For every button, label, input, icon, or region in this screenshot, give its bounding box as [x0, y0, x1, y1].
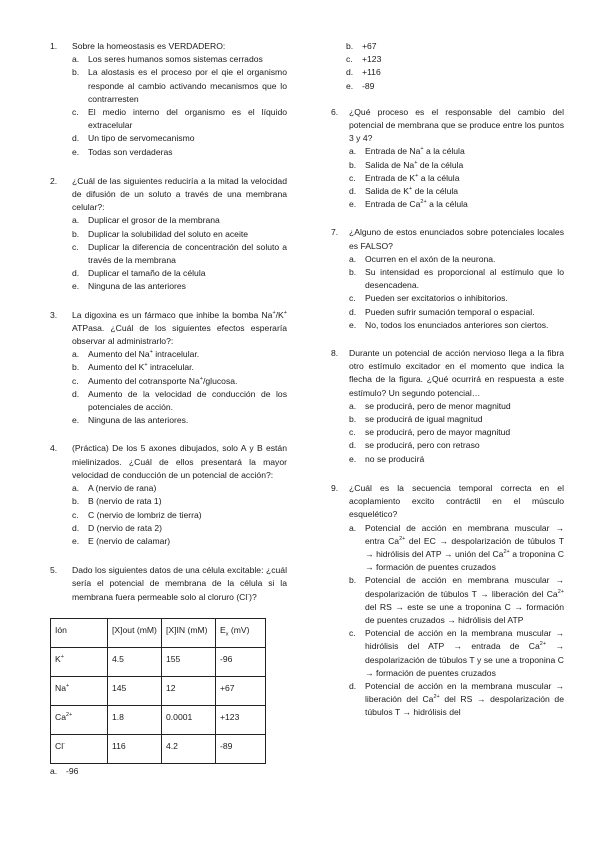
- table-cell: Na+: [51, 676, 108, 705]
- table-cell: 12: [162, 676, 216, 705]
- option: d. +116: [346, 67, 381, 78]
- header-cell: $E_x$ (mV): [216, 618, 266, 647]
- option: c. El medio interno del organismo es el líquido extracelular: [72, 107, 287, 131]
- table-cell: 145: [108, 676, 162, 705]
- option: c. Potencial de acción en la membrana muscular → hidrólisis del ATP → entrada de $Ca^{2+}$ → despolarización de túbulos T y se une a troponina C → formación de puentes cruzados: [349, 628, 564, 678]
- question-stem: ¿Cuál es la secuencia temporal correcta en el acoplamiento excito contráctil en el músculo esquelético?: [349, 482, 564, 520]
- table-row: [51, 705, 266, 734]
- option: a. Aumento del Na+ intracelular.: [72, 349, 200, 360]
- table-cell: 0.0001: [162, 705, 216, 734]
- header-cell: [X]out (mM): [108, 618, 162, 647]
- option: a. Los seres humanos somos sistemas cerrados: [72, 54, 263, 65]
- option: b. Aumento del K+ intracelular.: [72, 362, 194, 373]
- option: d. Potencial de acción en la membrana muscular → liberación del $Ca^{2+}$ del RS → despolarización de túbulos T → hidrólisis del: [349, 680, 564, 718]
- table-cell: 4.5: [108, 647, 162, 676]
- table-cell: -89: [216, 734, 266, 763]
- question-number: 7.: [331, 227, 339, 238]
- question-4: [50, 442, 287, 548]
- option: c. Pueden ser excitatorios o inhibitorios.: [349, 293, 508, 304]
- question-number: 6.: [331, 106, 339, 117]
- question-number: 3.: [50, 309, 58, 320]
- question-stem: ¿Qué proceso es el responsable del cambio del potencial de membrana que se produce entre los puntos 3 y 4?: [349, 106, 564, 144]
- option: e. Entrada de $Ca^{2+}$ a la célula: [349, 199, 468, 210]
- question-3: [50, 309, 287, 428]
- option: b. Su intensidad es proporcional al estímulo que lo desencadena.: [349, 267, 564, 291]
- option: e. no se producirá: [349, 453, 425, 464]
- question-8: [331, 347, 564, 466]
- header-cell: Ión: [51, 618, 108, 647]
- option: a. se producirá, pero de menor magnitud: [349, 400, 511, 411]
- question-number: 5.: [50, 565, 58, 576]
- table-cell: +123: [216, 705, 266, 734]
- option: d. D (nervio de rata 2): [72, 522, 163, 533]
- option: e. No, todos los enunciados anteriores son ciertos.: [349, 319, 549, 330]
- option: d. se producirá, pero con retraso: [349, 440, 480, 451]
- option: e. Ninguna de las anteriores.: [72, 415, 189, 426]
- question-stem: (Práctica) De los 5 axones dibujados, solo A y B están mielinizados. ¿Cuál de ellos presentará la mayor velocidad de conducción de un potencial de acción?:: [72, 443, 287, 480]
- option: b. Potencial de acción en membrana muscular → despolarización de túbulos T → liberación del $Ca^{2+}$ del RS → este se une a troponina C → formación de puentes cruzados → hidrólisis del ATP: [349, 575, 564, 625]
- question-number: 9.: [331, 482, 339, 493]
- option: e. Ninguna de las anteriores: [72, 281, 186, 292]
- table-cell: $Ca^{2+}$: [51, 705, 108, 734]
- option: d. Duplicar el tamaño de la célula: [72, 268, 206, 279]
- question-stem: Sobre la homeostasis es VERDADERO:: [72, 41, 226, 51]
- right-column: [331, 40, 564, 720]
- table-cell: Cl-: [51, 734, 108, 763]
- option: a. Ocurren en el axón de la neurona.: [349, 253, 496, 264]
- option: b. La alostasis es el proceso por el qie el organismo responde al cambio activando mecanismos que lo contrarresten: [72, 67, 287, 104]
- question-2: [50, 175, 287, 294]
- table-header-row: [51, 618, 266, 647]
- question-7: [331, 226, 564, 332]
- option: b. B (nervio de rata 1): [72, 496, 162, 507]
- option: a. A (nervio de rana): [72, 483, 157, 494]
- question-1: [50, 40, 287, 159]
- option: b. +67: [346, 41, 377, 51]
- option: d. Aumento de la velocidad de conducción de los potenciales de acción.: [72, 388, 287, 413]
- option: c. Duplicar la diferencia de concentración del soluto a través de la membrana: [72, 241, 287, 266]
- table-row: [51, 676, 266, 705]
- table-cell: 4.2: [162, 734, 216, 763]
- table-cell: 155: [162, 647, 216, 676]
- table-row: [51, 734, 266, 763]
- option: b. Salida de Na+ de la célula: [349, 159, 464, 170]
- question-9: [331, 482, 564, 720]
- question-6: [331, 106, 564, 212]
- table-cell: 1.8: [108, 705, 162, 734]
- option: e. E (nervio de calamar): [72, 535, 171, 546]
- option: d. Pueden sufrir sumación temporal o espacial.: [349, 306, 535, 317]
- option: a. Duplicar el grosor de la membrana: [72, 215, 220, 226]
- table-cell: 116: [108, 734, 162, 763]
- table-cell: +67: [216, 676, 266, 705]
- option: e. -89: [346, 80, 375, 91]
- option: c. se producirá, pero de mayor magnitud: [349, 427, 511, 438]
- question-5: [50, 564, 287, 604]
- table-cell: -96: [216, 647, 266, 676]
- question-number: 4.: [50, 443, 58, 454]
- question-stem: La digoxina es un fármaco que inhibe la bomba Na+/K+ ATPasa. ¿Cuál de los siguientes efectos esperaría observar al administrarlo?:: [72, 309, 287, 347]
- option: a. -96: [50, 765, 79, 776]
- ion-data-table: [50, 618, 266, 764]
- option: a. Potencial de acción en membrana muscular → entra $Ca^{2+}$ del EC → despolarización de túbulos T → hidrólisis del ATP → unión del $Ca^{2+}$ a troponina C → formación de puentes cruzados: [349, 522, 565, 573]
- option: a. Entrada de Na+ a la célula: [349, 146, 465, 157]
- option: c. Aumento del cotransporte Na+/glucosa.: [72, 375, 238, 386]
- option: c. C (nervio de lombriz de tierra): [72, 509, 202, 520]
- question-number: 1.: [50, 41, 58, 51]
- option: c. +123: [346, 54, 382, 65]
- option: b. se producirá de igual magnitud: [349, 414, 483, 425]
- question-5-continued: [331, 40, 564, 93]
- question-stem: ¿Alguno de estos enunciados sobre potenciales locales es FALSO?: [349, 227, 564, 251]
- question-number: 2.: [50, 175, 58, 186]
- option: e. Todas son verdaderas: [72, 146, 173, 157]
- left-column: [50, 40, 287, 778]
- option: d. Salida de K+ de la célula: [349, 186, 459, 197]
- question-stem: ¿Cuál de las siguientes reduciría a la mitad la velocidad de difusión de un soluto a través de una membrana celular?:: [72, 175, 287, 213]
- table-row: [51, 647, 266, 676]
- table-cell: K+: [51, 647, 108, 676]
- option: d. Un tipo de servomecanismo: [72, 133, 195, 144]
- option: b. Duplicar la solubilidad del soluto en aceite: [72, 228, 249, 239]
- question-stem: Durante un potencial de acción nervioso llega a la fibra otro estímulo excitador en el momento que indica la flecha de la figura. ¿Qué ocurrirá en respuesta a este estímulo? Un segundo potencial…: [349, 348, 564, 398]
- question-stem: Dado los siguientes datos de una célula excitable: ¿cuál sería el potencial de membrana de la célula si la membrana fuera permeable solo al cloruro (Cl-)?: [72, 565, 287, 602]
- option: c. Entrada de K+ a la célula: [349, 172, 460, 183]
- question-number: 8.: [331, 348, 339, 359]
- header-cell: [X]IN (mM): [162, 618, 216, 647]
